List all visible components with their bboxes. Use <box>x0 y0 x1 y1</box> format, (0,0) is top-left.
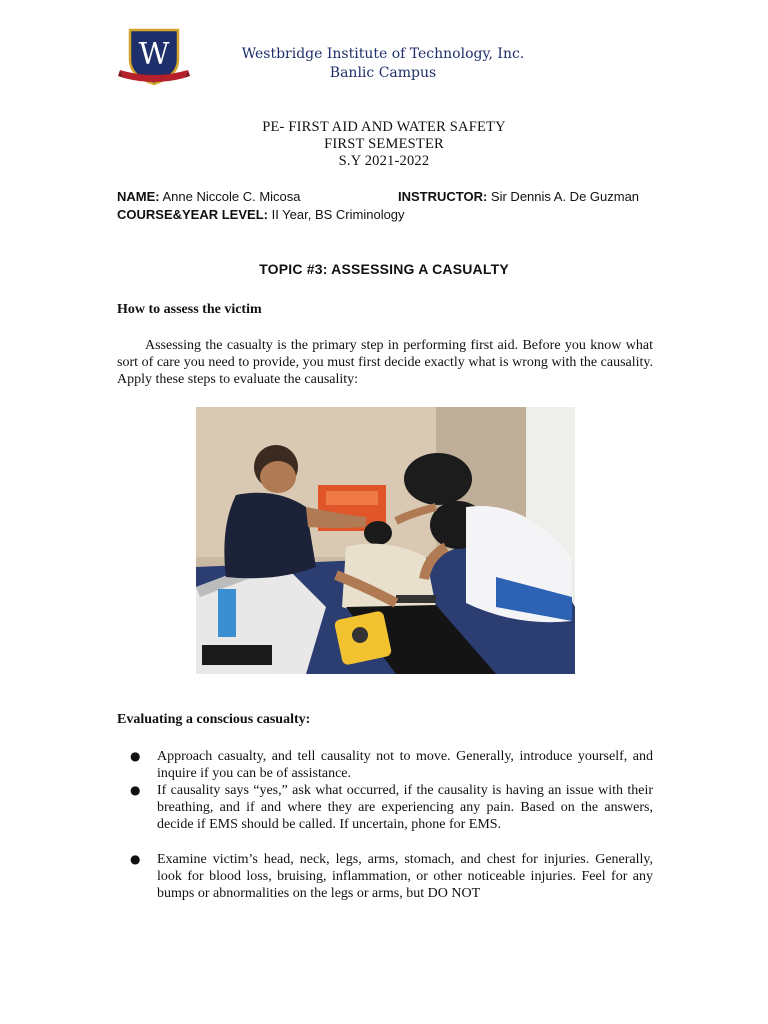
student-name-line <box>117 188 301 205</box>
first-aid-training-photo <box>196 407 575 674</box>
instructor-line <box>398 188 639 205</box>
topic-heading: TOPIC #3: ASSESSING A CASUALTY <box>259 261 509 277</box>
campus-name: Banlic Campus <box>329 65 437 81</box>
list-item <box>130 748 653 782</box>
evaluating-heading: Evaluating a conscious casualty: <box>117 712 311 727</box>
logo-letter: W <box>138 37 170 72</box>
instructor-label: INSTRUCTOR: <box>398 189 488 204</box>
list-item-text: If causality says “yes,” ask what occurred, if the causality is having an issue with their breathing, and if and where they are experiencing any pain. Based on the answers, decide if EMS should be called. If uncertain, phone for EMS. <box>157 783 653 832</box>
course-level-value: II Year, BS Criminology <box>267 207 405 222</box>
institution-name: Westbridge Institute of Technology, Inc. <box>241 46 525 62</box>
list-item-text: Examine victim’s head, neck, legs, arms, stomach, and chest for injuries. Generally, look for blood loss, bruising, inflammation, or other noticeable injuries. Feel for any bumps or abnormalities on the legs or arms, but DO NOT <box>157 852 653 901</box>
list-item <box>130 851 653 902</box>
list-item <box>130 782 653 833</box>
school-logo-icon <box>118 26 190 88</box>
assessment-steps-list <box>130 748 653 902</box>
bullet-icon: ● <box>130 749 141 763</box>
course-level-label: COURSE&YEAR LEVEL: <box>117 207 268 222</box>
name-value: Anne Niccole C. Micosa <box>159 189 301 204</box>
course-title: PE- FIRST AID AND WATER SAFETY <box>262 119 506 135</box>
bullet-icon: ● <box>130 852 141 866</box>
bullet-icon: ● <box>130 783 141 797</box>
course-level-line <box>117 206 405 223</box>
intro-paragraph: Assessing the casualty is the primary step in performing first aid. Before you know what sort of care you need to provide, you must first decide exactly what is wrong with the causality. Apply these steps to evaluate the causality: <box>117 338 653 387</box>
section-heading: How to assess the victim <box>117 302 262 317</box>
semester: FIRST SEMESTER <box>324 136 444 152</box>
instructor-value: Sir Dennis A. De Guzman <box>487 189 640 204</box>
name-label: NAME: <box>117 189 160 204</box>
list-item-text: Approach casualty, and tell causality not to move. Generally, introduce yourself, and inquire if you can be of assistance. <box>157 749 653 781</box>
school-year: S.Y 2021-2022 <box>338 153 430 169</box>
